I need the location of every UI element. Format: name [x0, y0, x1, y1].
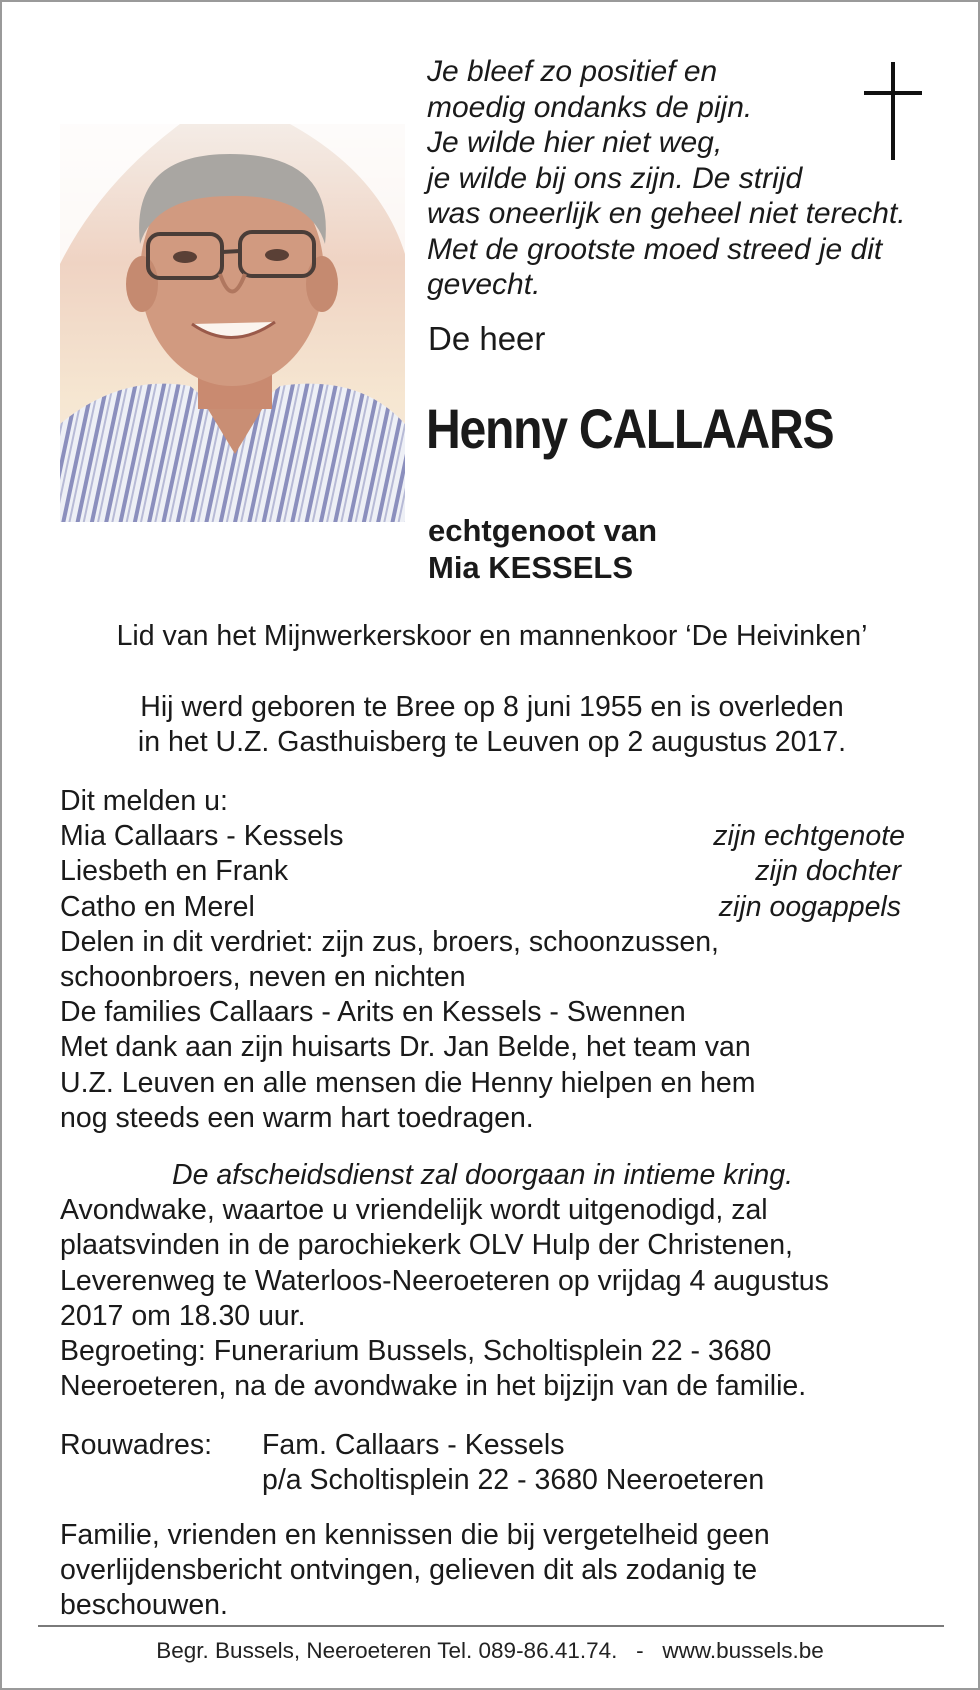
service-line: Avondwake, waartoe u vriendelijk wordt uitgenodigd, zal: [60, 1194, 768, 1227]
poem-line: Je bleef zo positief en: [427, 55, 718, 88]
spouse-relation: echtgenoot van: [428, 513, 658, 548]
mourning-address: [60, 1428, 905, 1498]
poem-line: moedig ondanks de pijn.: [427, 90, 753, 124]
closing-note: [60, 1518, 905, 1624]
family-member: Liesbeth en Frank: [60, 855, 289, 888]
closing-line: overlijdensbericht ontvingen, gelieven dit als zodanig te: [60, 1554, 758, 1587]
service-details: [60, 1158, 905, 1404]
poem-line: Met de grootste moed streed je dit: [427, 232, 883, 266]
grief-line: Met dank aan zijn huisarts Dr. Jan Belde, het team van: [60, 1031, 751, 1064]
mourning-address-label: Rouwadres:: [60, 1429, 213, 1461]
portrait-illustration: [60, 124, 405, 522]
poem-line: Je wilde hier niet weg,: [427, 126, 723, 159]
footer-contact: Begr. Bussels, Neeroeteren Tel. 089-86.41.74. - www.bussels.be: [156, 1638, 824, 1663]
family-member: Mia Callaars - Kessels: [60, 820, 344, 853]
birth-death-line: in het U.Z. Gasthuisberg te Leuven op 2 augustus 2017.: [137, 726, 847, 758]
service-line: 2017 om 18.30 uur.: [60, 1299, 306, 1332]
announce-intro: Dit melden u:: [60, 785, 228, 817]
family-row: [60, 890, 905, 925]
service-line: Leverenweg te Waterloos-Neeroeteren op vrijdag 4 augustus: [60, 1264, 829, 1297]
closing-line: Familie, vrienden en kennissen die bij vergetelheid geen: [60, 1519, 770, 1551]
address-line: Fam. Callaars - Kessels: [262, 1429, 565, 1461]
family-role: zijn oogappels: [718, 890, 901, 923]
membership-line: Lid van het Mijnwerkerskoor en mannenkoor ‘De Heivinken’: [116, 620, 868, 652]
footer-divider: [38, 1625, 944, 1627]
cross-icon: [864, 62, 922, 160]
address-line: p/a Scholtisplein 22 - 3680 Neeroeteren: [262, 1464, 765, 1496]
grief-line: nog steeds een warm hart toedragen.: [60, 1101, 534, 1134]
deceased-name: Henny CALLAARS: [426, 397, 834, 460]
service-line: Neeroeteren, na de avondwake in het bijzijn van de familie.: [60, 1370, 807, 1403]
spouse-name: Mia KESSELS: [428, 550, 633, 585]
grief-line: schoonbroers, neven en nichten: [60, 961, 466, 994]
grief-line: De families Callaars - Arits en Kessels - Swennen: [60, 996, 686, 1029]
mourning-address-lines: [262, 1428, 764, 1498]
grief-line: Delen in dit verdriet: zijn zus, broers, schoonzussen,: [60, 925, 719, 958]
family-role: zijn echtgenote: [713, 820, 905, 853]
grief-line: U.Z. Leuven en alle mensen die Henny hielpen en hem: [60, 1066, 756, 1099]
service-note: De afscheidsdienst zal doorgaan in intieme kring.: [171, 1159, 794, 1191]
birth-death-line: Hij werd geboren te Bree op 8 juni 1955 en is overleden: [140, 691, 844, 723]
family-member: Catho en Merel: [60, 890, 255, 923]
closing-line: beschouwen.: [60, 1589, 228, 1622]
poem-line: je wilde bij ons zijn. De strijd: [427, 161, 803, 195]
poem-line: was oneerlijk en geheel niet terecht.: [427, 197, 906, 230]
birth-death-info: [42, 690, 942, 760]
spouse-info: [428, 512, 657, 586]
family-row: [60, 854, 905, 889]
poem-line: gevecht.: [427, 268, 541, 301]
name-prefix: De heer: [428, 320, 546, 357]
family-announcement: [60, 784, 905, 1136]
service-line: plaatsvinden in de parochiekerk OLV Hulp der Christenen,: [60, 1229, 793, 1262]
service-line: Begroeting: Funerarium Bussels, Scholtisplein 22 - 3680: [60, 1335, 772, 1368]
family-role: zijn dochter: [755, 855, 901, 888]
portrait-photo: [60, 124, 405, 522]
family-row: [60, 819, 905, 854]
